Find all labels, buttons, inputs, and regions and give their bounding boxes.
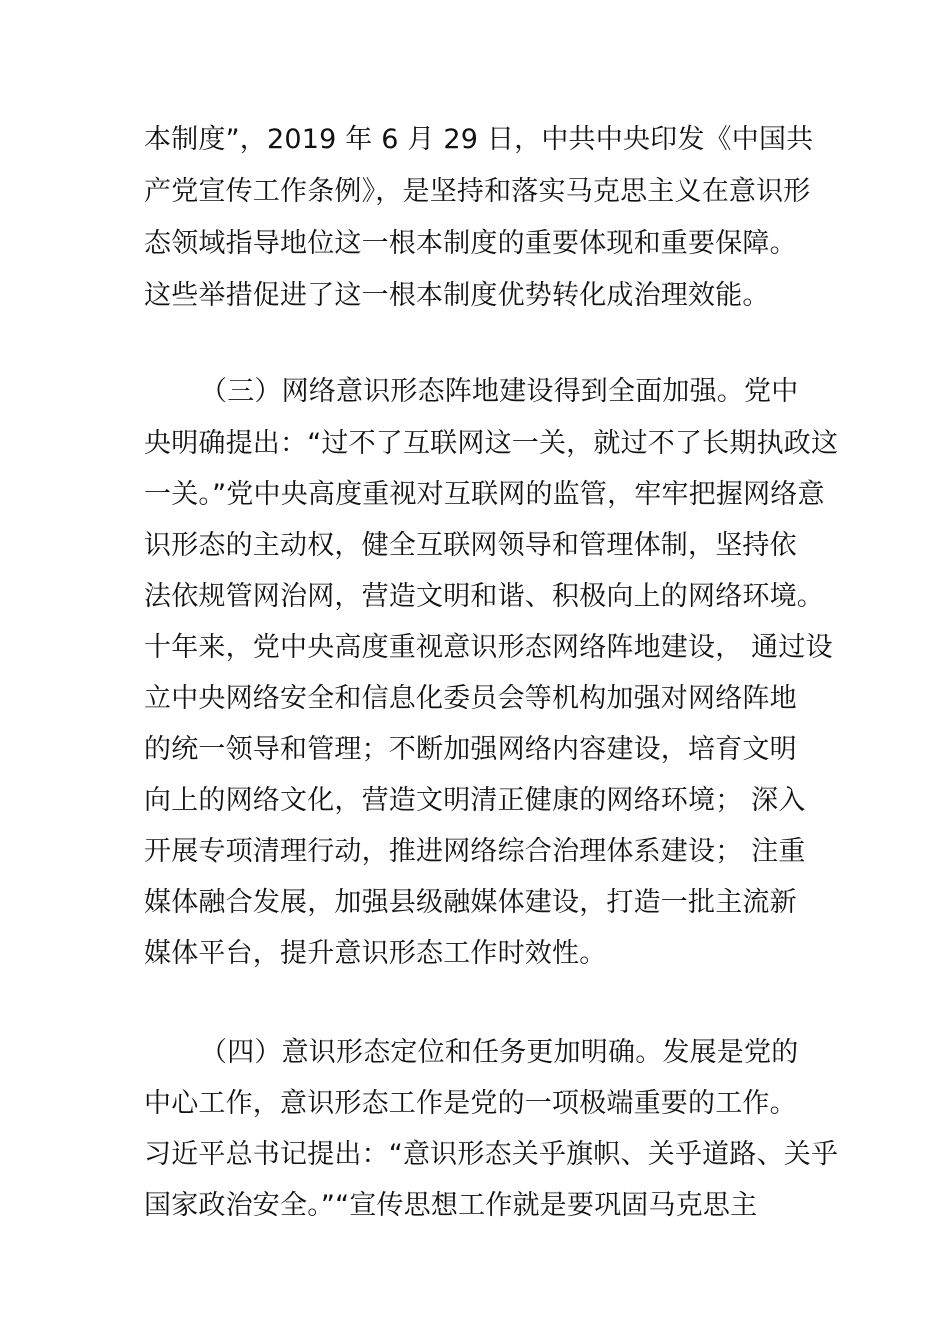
text-line: 的统一领导和管理；不断加强网络内容建设，培育文明 xyxy=(144,734,797,765)
text-line: 媒体平台，提升意识形态工作时效性。 xyxy=(144,938,607,969)
text-line: 习近平总书记提出：“意识形态关乎旗帜、关乎道路、关乎 xyxy=(144,1139,839,1170)
text-line: 立中央网络安全和信息化委员会等机构加强对网络阵地 xyxy=(144,683,797,714)
text-line: 法依规管网治网，营造文明和谐、积极向上的网络环境。 xyxy=(144,581,824,612)
text-line: 向上的网络文化，营造文明清正健康的网络环境； 深入 xyxy=(144,785,806,816)
text-line: 一关。”党中央高度重视对互联网的监管，牢牢把握网络意 xyxy=(144,479,825,510)
text-line: 央明确提出：“过不了互联网这一关，就过不了长期执政这 xyxy=(144,428,839,459)
text-line: 产党宣传工作条例》，是坚持和落实马克思主义在意识形 xyxy=(144,176,811,207)
text-line: （四）意识形态定位和任务更加明确。发展是党的 xyxy=(200,1037,799,1068)
text-line: （三）网络意识形态阵地建设得到全面加强。党中 xyxy=(200,376,799,407)
text-line: 国家政治安全。”“宣传思想工作就是要巩固马克思主 xyxy=(144,1190,758,1221)
text-line: 媒体融合发展，加强县级融媒体建设，打造一批主流新 xyxy=(144,887,797,918)
text-line: 开展专项清理行动，推进网络综合治理体系建设； 注重 xyxy=(144,836,806,867)
text-line: 态领域指导地位这一根本制度的重要体现和重要保障。 xyxy=(144,228,797,259)
text-line: 中心工作，意识形态工作是党的一项极端重要的工作。 xyxy=(144,1088,797,1119)
text-line: 这些举措促进了这一根本制度优势转化成治理效能。 xyxy=(144,280,770,311)
text-line: 十年来，党中央高度重视意识形态网络阵地建设， 通过设 xyxy=(144,632,833,663)
text-line: 识形态的主动权，健全互联网领导和管理体制，坚持依 xyxy=(144,530,797,561)
text-line: 本制度”，2019 年 6 月 29 日，中共中央印发《中国共 xyxy=(144,124,814,155)
